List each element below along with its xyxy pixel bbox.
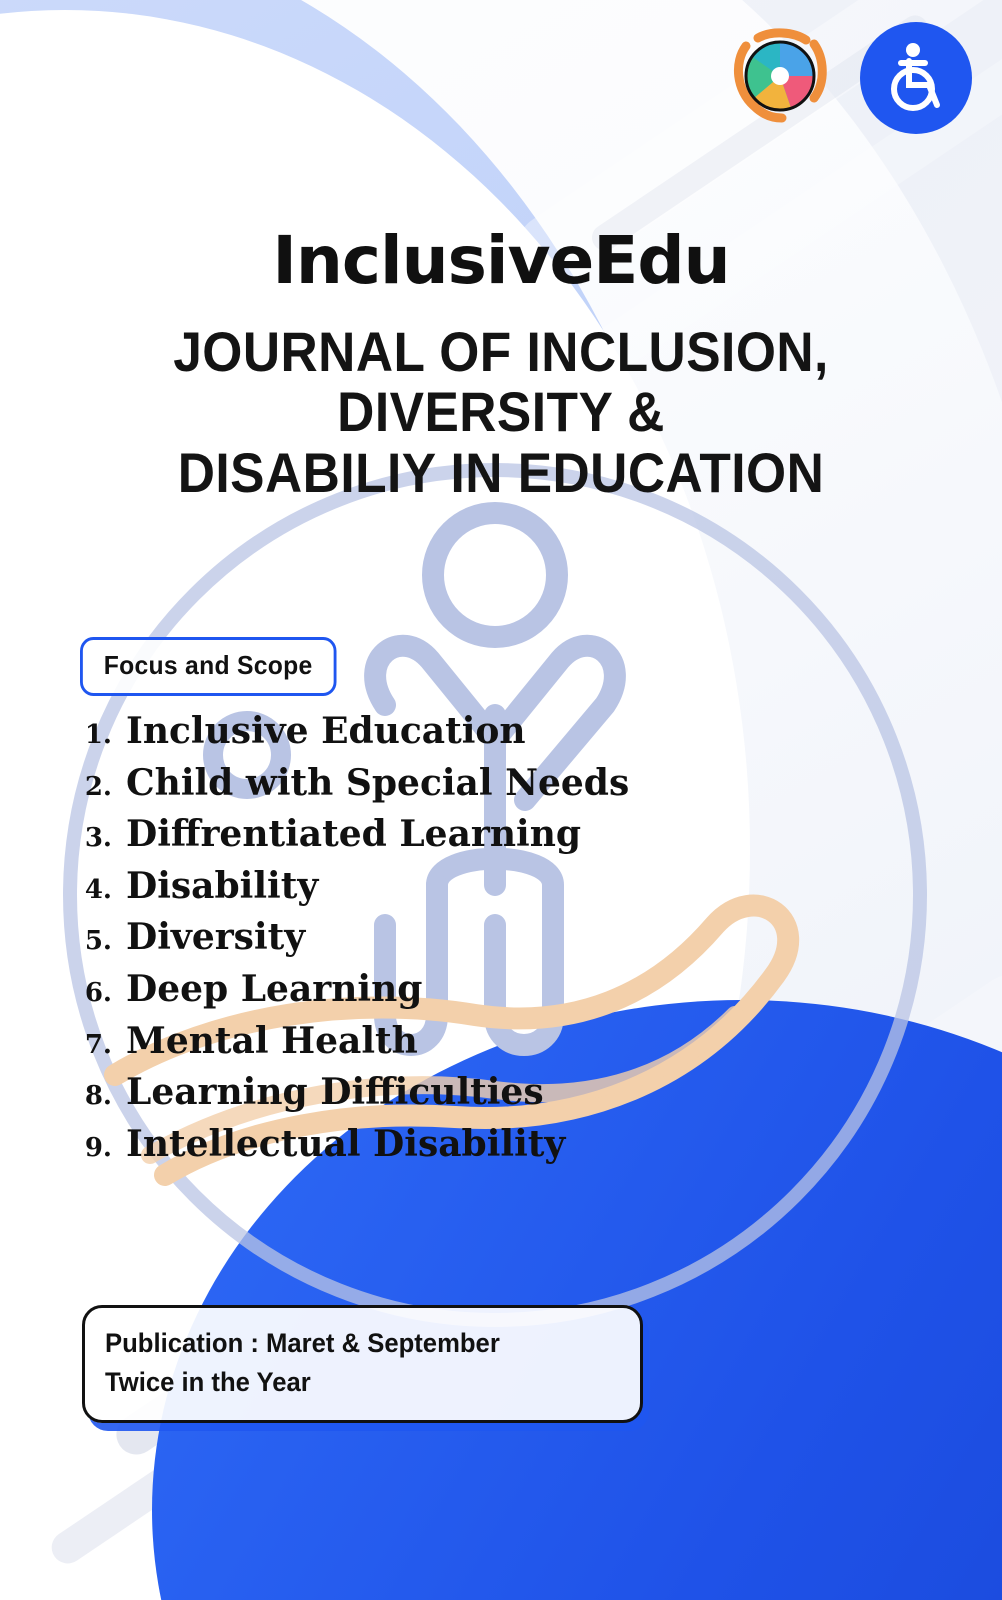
logo-row	[728, 22, 972, 134]
wheelchair-accessibility-icon	[860, 22, 972, 134]
publication-schedule-box	[82, 1305, 643, 1423]
list-item	[78, 864, 798, 907]
list-item-number: 8.	[84, 1081, 112, 1112]
list-item	[78, 1122, 798, 1165]
list-item-number: 6.	[84, 977, 112, 1008]
list-item-label: Diffrentiated Learning	[126, 813, 582, 856]
list-item-number: 3.	[84, 823, 112, 854]
list-item-number: 2.	[84, 771, 112, 802]
list-item	[78, 815, 798, 855]
focus-scope-list	[78, 712, 798, 1176]
list-item-label: Learning Difficulties	[126, 1071, 544, 1114]
journal-subtitle-line2: DISABILIY IN EDUCATION	[177, 440, 825, 504]
list-item-number: 4.	[84, 874, 112, 905]
publication-line-2: Twice in the Year	[105, 1367, 311, 1398]
list-item-label: Inclusive Education	[126, 710, 526, 752]
puzzle-globe-icon	[728, 26, 832, 130]
list-item-number: 1.	[84, 720, 112, 750]
focus-and-scope-badge: Focus and Scope	[80, 637, 336, 696]
list-item-label: Intellectual Disability	[126, 1122, 566, 1165]
list-item-number: 7.	[84, 1029, 112, 1060]
list-item-label: Child with Special Needs	[126, 761, 630, 804]
journal-brand-title: InclusiveEdu	[272, 222, 730, 299]
list-item-number: 5.	[84, 926, 112, 957]
publication-line-1: Publication : Maret & September	[105, 1328, 500, 1358]
list-item	[78, 918, 798, 958]
list-item	[78, 761, 798, 804]
list-item-number: 9.	[84, 1132, 112, 1163]
journal-subtitle-line1: JOURNAL OF INCLUSION, DIVERSITY &	[173, 320, 829, 444]
list-item	[78, 1073, 798, 1113]
list-item-label: Mental Health	[126, 1019, 418, 1062]
list-item-label: Disability	[126, 864, 319, 907]
list-item	[78, 1019, 798, 1062]
list-item-label: Diversity	[126, 916, 306, 959]
list-item	[78, 967, 798, 1010]
list-item-label: Deep Learning	[126, 967, 423, 1010]
list-item	[78, 712, 798, 752]
journal-subtitle	[77, 322, 925, 503]
